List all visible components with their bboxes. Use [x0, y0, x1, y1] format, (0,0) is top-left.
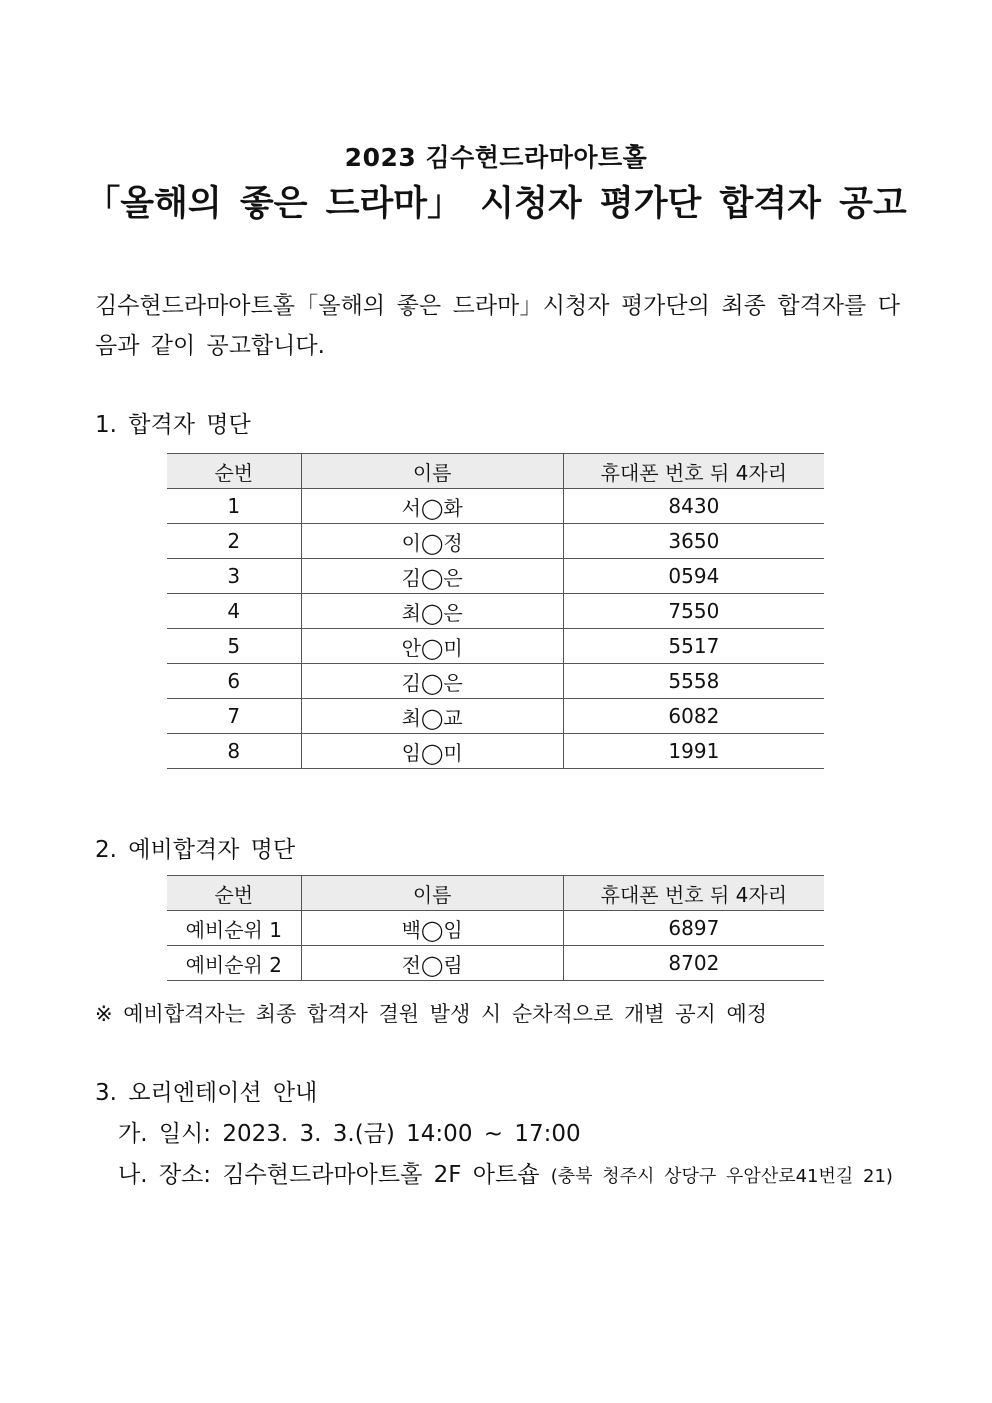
rank-cell: 6 — [167, 664, 301, 699]
intro-paragraph: 김수현드라마아트홀「올해의 좋은 드라마」시청자 평가단의 최종 합격자를 다음과 같이 공고합니다. — [95, 293, 900, 359]
column-header-rank: 순번 — [167, 454, 301, 489]
table-row — [167, 734, 824, 769]
column-header-phone: 휴대폰 번호 뒤 4자리 — [563, 876, 824, 911]
table-row — [167, 946, 824, 981]
rank-cell: 2 — [167, 524, 301, 559]
table-header-row — [167, 454, 824, 489]
phone-cell: 8430 — [563, 489, 824, 524]
passers-table — [167, 453, 824, 769]
phone-cell: 5517 — [563, 629, 824, 664]
rank-cell: 5 — [167, 629, 301, 664]
name-cell: 이◯정 — [301, 524, 563, 559]
document-subtitle: 2023 김수현드라마아트홀 — [344, 143, 648, 172]
place-label: 나. 장소: 김수현드라마아트홀 2F 아트숍 — [118, 1162, 540, 1188]
phone-cell: 0594 — [563, 559, 824, 594]
rank-cell: 7 — [167, 699, 301, 734]
table-row — [167, 559, 824, 594]
column-header-name: 이름 — [301, 876, 563, 911]
table-row — [167, 594, 824, 629]
name-cell: 백◯임 — [301, 911, 563, 946]
table-row — [167, 524, 824, 559]
name-cell: 임◯미 — [301, 734, 563, 769]
section-1-heading: 1. 합격자 명단 — [95, 412, 251, 438]
reserve-note: ※ 예비합격자는 최종 합격자 결원 발생 시 순차적으로 개별 공지 예정 — [95, 1002, 768, 1026]
column-header-phone: 휴대폰 번호 뒤 4자리 — [563, 454, 824, 489]
rank-cell: 예비순위 2 — [167, 946, 301, 981]
name-cell: 최◯은 — [301, 594, 563, 629]
phone-cell: 6897 — [563, 911, 824, 946]
rank-cell: 8 — [167, 734, 301, 769]
table-header-row — [167, 876, 824, 911]
table-row — [167, 911, 824, 946]
rank-cell: 3 — [167, 559, 301, 594]
name-cell: 서◯화 — [301, 489, 563, 524]
phone-cell: 8702 — [563, 946, 824, 981]
table-row — [167, 489, 824, 524]
table-row — [167, 699, 824, 734]
orientation-datetime: 가. 일시: 2023. 3. 3.(금) 14:00 ~ 17:00 — [118, 1121, 581, 1147]
section-3-heading: 3. 오리엔테이션 안내 — [95, 1080, 318, 1106]
phone-cell: 1991 — [563, 734, 824, 769]
name-cell: 최◯교 — [301, 699, 563, 734]
rank-cell: 1 — [167, 489, 301, 524]
document-title: 「올해의 좋은 드라마」 시청자 평가단 합격자 공고 — [85, 184, 907, 224]
table-row — [167, 629, 824, 664]
place-address: (충북 청주시 상당구 우암산로41번길 21) — [550, 1166, 893, 1187]
table-row — [167, 664, 824, 699]
phone-cell: 5558 — [563, 664, 824, 699]
name-cell: 김◯은 — [301, 559, 563, 594]
name-cell: 전◯림 — [301, 946, 563, 981]
section-2-heading: 2. 예비합격자 명단 — [95, 837, 296, 863]
orientation-place — [118, 1156, 893, 1189]
column-header-rank: 순번 — [167, 876, 301, 911]
phone-cell: 7550 — [563, 594, 824, 629]
phone-cell: 6082 — [563, 699, 824, 734]
name-cell: 안◯미 — [301, 629, 563, 664]
phone-cell: 3650 — [563, 524, 824, 559]
rank-cell: 예비순위 1 — [167, 911, 301, 946]
name-cell: 김◯은 — [301, 664, 563, 699]
column-header-name: 이름 — [301, 454, 563, 489]
rank-cell: 4 — [167, 594, 301, 629]
reserve-passers-table — [167, 875, 824, 981]
